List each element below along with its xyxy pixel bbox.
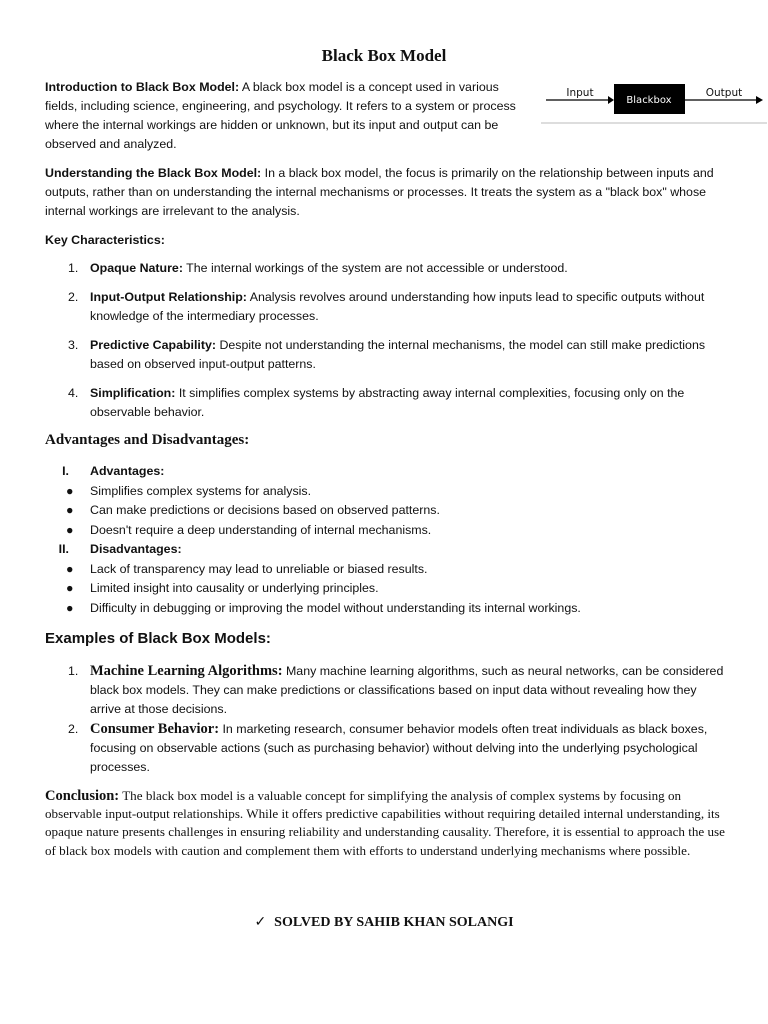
bullet-text: Difficulty in debugging or improving the model without understanding its internal workings.: [90, 600, 581, 615]
list-item: [0, 501, 768, 521]
example-text: In marketing research, consumer behavior models often treat individuals as black boxes, focusing on observable actions (such as purchasing behavior) without delving into the underlying psychological processes.: [90, 722, 708, 774]
list-number: 2.: [68, 722, 79, 736]
advantages-label: Advantages:: [90, 464, 165, 478]
list-number: 2.: [68, 290, 79, 304]
bullet-text: Can make predictions or decisions based on observed patterns.: [90, 503, 440, 517]
diagram-input-label: Input: [566, 87, 594, 99]
disadvantages-row: [0, 540, 768, 560]
list-item: [45, 384, 729, 422]
diagram-output-label: Output: [705, 87, 743, 99]
bullet-text: Simplifies complex systems for analysis.: [90, 483, 312, 498]
list-item: [45, 288, 729, 326]
diagram-box-label: Blackbox: [626, 95, 672, 106]
conclusion-lead: Conclusion:: [45, 788, 120, 804]
item-text: The internal workings of the system are not accessible or understood.: [186, 261, 568, 275]
advantages-heading: Advantages and Disadvantages:: [45, 432, 250, 448]
intro-paragraph: [45, 78, 531, 154]
list-item: [0, 560, 768, 580]
blackbox-diagram: [541, 80, 767, 124]
list-item: [45, 720, 729, 777]
bullet-icon: ●: [66, 503, 74, 517]
list-item: [0, 482, 768, 502]
key-characteristics-heading: Key Characteristics:: [45, 233, 165, 247]
checkmark-icon: ✓: [254, 915, 267, 930]
bullet-text: Lack of transparency may lead to unreliable or biased results.: [90, 561, 428, 576]
item-text: It simplifies complex systems by abstracting away internal complexities, focusing only on the observable behavior.: [90, 386, 685, 419]
bullet-icon: ●: [66, 483, 74, 498]
examples-heading: Examples of Black Box Models:: [45, 630, 271, 647]
intro-lead: Introduction to Black Box Model:: [45, 80, 240, 94]
item-lead: Simplification:: [90, 386, 176, 400]
list-number: 1.: [68, 261, 79, 275]
examples-list: [45, 662, 729, 777]
example-title: Machine Learning Algorithms:: [90, 663, 283, 679]
advantages-section: [0, 462, 768, 618]
bullet-icon: ●: [66, 561, 74, 576]
advantages-row: [0, 462, 768, 482]
footer-text: SOLVED BY SAHIB KHAN SOLANGI: [274, 915, 514, 930]
list-number: 1.: [68, 664, 79, 678]
page-title: Black Box Model: [321, 46, 447, 65]
list-item: [0, 521, 768, 541]
conclusion-paragraph: [45, 787, 729, 860]
bullet-icon: ●: [66, 581, 74, 595]
understanding-paragraph: [45, 164, 729, 221]
disadvantages-label: Disadvantages:: [90, 542, 182, 556]
list-item: [45, 336, 729, 374]
intro-text: A black box model is a concept used in various fields, including science, engineering, and psychology. It refers to a system or process where the internal workings are hidden or unknown, but its input and output can be observed and analyzed.: [45, 80, 516, 151]
footer-signoff: [0, 914, 768, 931]
list-number: 3.: [68, 338, 79, 352]
roman-marker: II.: [58, 542, 69, 556]
bullet-text: Limited insight into causality or underlying principles.: [90, 581, 379, 595]
item-text: Despite not understanding the internal mechanisms, the model can still make predictions based on observed input-output patterns.: [90, 338, 706, 371]
list-item: [0, 579, 768, 599]
item-lead: Input-Output Relationship:: [90, 290, 247, 304]
understanding-text: In a black box model, the focus is primarily on the relationship between inputs and outputs, rather than on understanding the internal mechanisms or processes. It treats the system as a "black box" whose internal workings are irrelevant to the analysis.: [45, 166, 714, 218]
list-number: 4.: [68, 386, 79, 400]
list-item: [0, 599, 768, 619]
list-item: [45, 259, 729, 278]
example-title: Consumer Behavior:: [90, 721, 220, 737]
list-item: [45, 662, 729, 719]
item-text: Analysis revolves around understanding how inputs lead to specific outputs without knowledge of the intermediary processes.: [90, 290, 705, 323]
conclusion-text: The black box model is a valuable concept for simplifying the analysis of complex systems by focusing on observable input-output relationships. While it offers predictive capabilities without requiring detailed internal understanding, its opaque nature presents challenges in ensuring reliability and understanding causality. Therefore, it is essential to approach the use of black box models with caution and complement them with efforts to understand underlying mechanisms where possible.: [45, 788, 725, 858]
example-text: Many machine learning algorithms, such as neural networks, can be considered black box models. They can make predictions or classifications based on input data without revealing how they arrive at those decisions.: [90, 664, 724, 716]
bullet-icon: ●: [66, 600, 74, 615]
roman-marker: I.: [62, 464, 69, 478]
understanding-lead: Understanding the Black Box Model:: [45, 166, 262, 180]
bullet-text: Doesn't require a deep understanding of internal mechanisms.: [90, 522, 432, 537]
bullet-icon: ●: [66, 522, 74, 537]
item-lead: Opaque Nature:: [90, 261, 183, 275]
characteristics-list: [45, 259, 729, 422]
item-lead: Predictive Capability:: [90, 338, 217, 352]
